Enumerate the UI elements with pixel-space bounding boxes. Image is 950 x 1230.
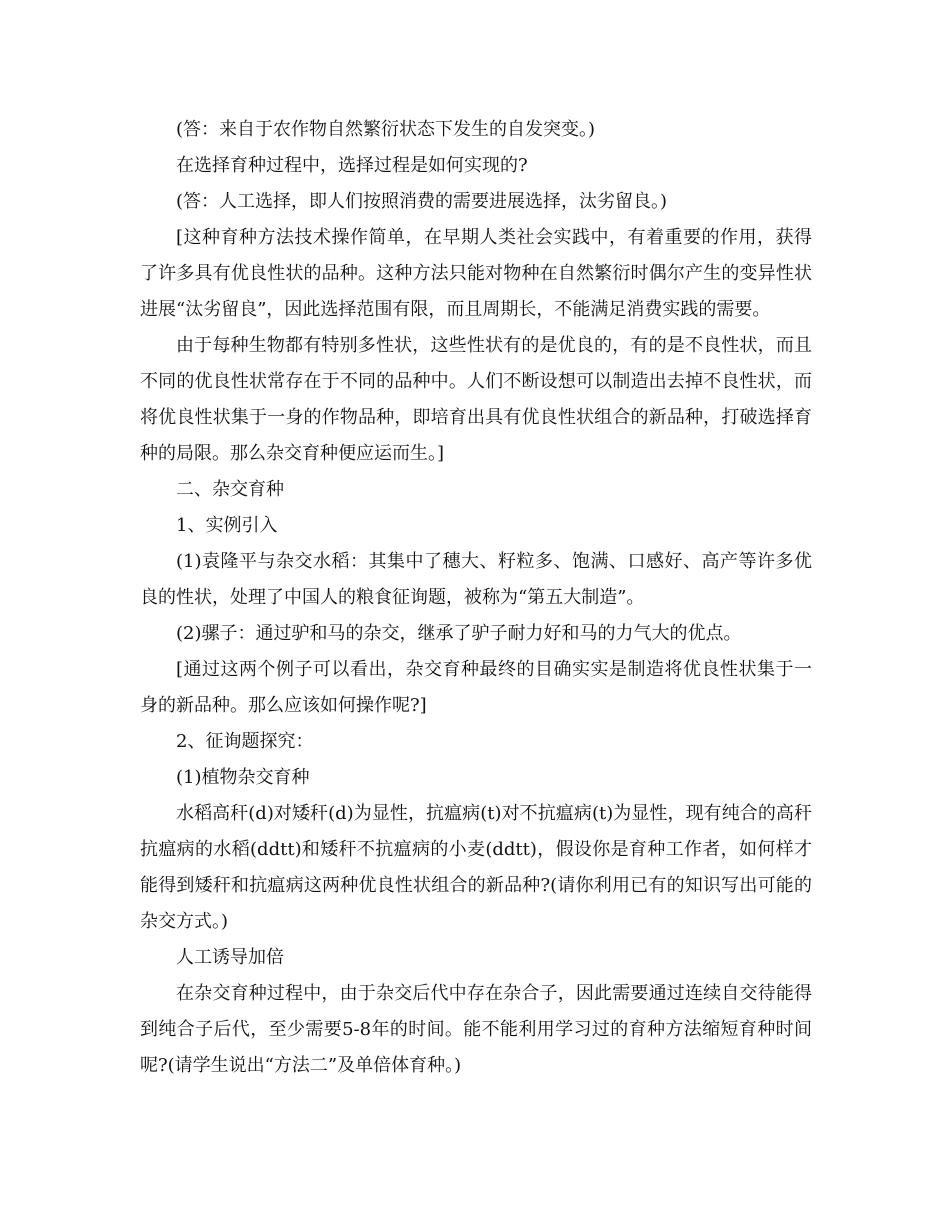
paragraph-summary: [通过这两个例子可以看出，杂交育种最终的目确实实是制造将优良性状集于一身的新品种。那么应该如何操作呢?] bbox=[140, 659, 812, 716]
document-body bbox=[140, 112, 812, 1084]
paragraph-shorten-breeding: 在杂交育种过程中，由于杂交后代中存在杂合子，因此需要通过连续自交待能得到纯合子后代，至少需要5-8年的时间。能不能利用学习过的育种方法缩短育种时间呢?(请学生说出“方法二”及单倍体育种。) bbox=[140, 983, 812, 1076]
paragraph-answer-1: (答：来自于农作物自然繁衍状态下发生的自发突变。) bbox=[176, 119, 596, 140]
paragraph-selection-breeding: [这种育种方法技术操作简单，在早期人类社会实践中，有着重要的作用，获得了许多具有优良性状的品种。这种方法只能对物种在自然繁衍时偶尔产生的变异性状进展“汰劣留良”，因此选择范围有限，而且周期长，不能满足消费实践的需要。 bbox=[140, 227, 812, 320]
subheading-artificial-doubling: 人工诱导加倍 bbox=[176, 947, 284, 968]
paragraph-traits: 由于每种生物都有特别多性状，这些性状有的是优良的，有的是不良性状，而且不同的优良性状常存在于不同的品种中。人们不断设想可以制造出去掉不良性状，而将优良性状集于一身的作物品种，即培育出具有优良性状组合的新品种，打破选择育种的局限。那么杂交育种便应运而生。] bbox=[140, 335, 812, 464]
subheading-examples: 1、实例引入 bbox=[176, 515, 278, 536]
subheading-inquiry: 2、征询题探究： bbox=[176, 731, 314, 752]
paragraph-example-rice: (1)袁隆平与杂交水稻：其集中了穗大、籽粒多、饱满、口感好、高产等许多优良的性状，处理了中国人的粮食征询题，被称为“第五大制造”。 bbox=[140, 551, 812, 608]
subheading-plant-hybrid: (1)植物杂交育种 bbox=[176, 767, 310, 788]
paragraph-example-mule: (2)骡子：通过驴和马的杂交，继承了驴子耐力好和马的力气大的优点。 bbox=[176, 623, 742, 644]
section-heading-hybrid-breeding: 二、杂交育种 bbox=[176, 479, 284, 500]
paragraph-answer-2: (答：人工选择，即人们按照消费的需要进展选择，汰劣留良。) bbox=[176, 191, 668, 212]
paragraph-question-1: 在选择育种过程中，选择过程是如何实现的? bbox=[176, 155, 528, 176]
paragraph-rice-problem: 水稻高秆(d)对矮秆(d)为显性，抗瘟病(t)对不抗瘟病(t)为显性，现有纯合的高秆抗瘟病的水稻(ddtt)和矮秆不抗瘟病的小麦(ddtt)，假设你是育种工作者，如何样才能得到矮秆和抗瘟病这两种优良性状组合的新品种?(请你利用已有的知识写出可能的杂交方式。) bbox=[140, 803, 812, 932]
